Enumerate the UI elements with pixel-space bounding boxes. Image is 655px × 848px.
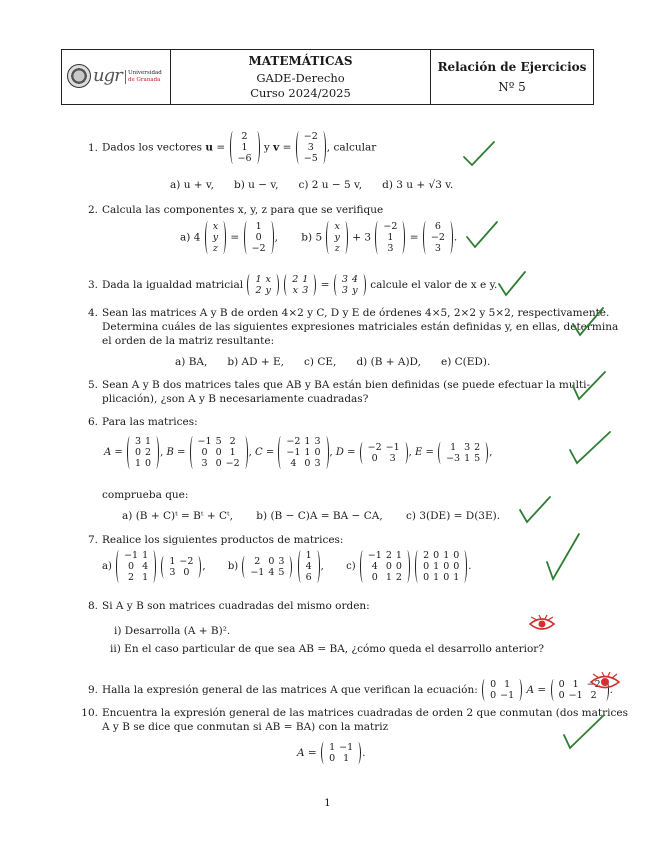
check-mark-icon [497, 270, 527, 298]
check-mark-icon [571, 306, 605, 338]
matrix-C: −2 1 3 −1 1 0 4 0 3 [278, 436, 328, 469]
matrix-9-2: 0 1 −2 0 −1 2 [551, 679, 609, 701]
exercise-8-ii: ii) En el caso particular de que sea AB = BA, ¿cómo queda el desarrollo anterior? [110, 643, 544, 655]
exercise-7-products: a) −1 1 0 4 2 1 1 −2 3 0 , b) 2 0 3 −1 4 5 1 4 6 , c) −1 2 1 4 0 0 0 1 2 2 0 1 0 0 1 0 0 0 1 0 1 . [102, 550, 472, 583]
logo-short: ugr [93, 65, 122, 86]
matrix-7c-1: −1 2 1 4 0 0 0 1 2 [360, 550, 410, 583]
doc-number: Nº 5 [498, 80, 526, 94]
logo-line2: de Granada [128, 77, 161, 83]
header-box [61, 49, 594, 105]
exercise-6-parts: a) (B + C)ᵗ = Bᵗ + Cᵗ, b) (B − C)A = BA − CA, c) 3(DE) = D(3E). [122, 510, 501, 522]
matrix-3-2: 2 1 x 3 [284, 274, 316, 296]
subject-title: MATEMÁTICAS [248, 54, 353, 68]
matrix-xyz-b: x y z [326, 221, 347, 254]
matrix-E: 1 3 2 −3 1 5 [438, 442, 488, 464]
eye-icon [527, 614, 557, 634]
matrix-3-1: 1 x 2 y [247, 274, 278, 296]
matrix-b-mid: −2 1 3 [375, 221, 405, 254]
matrix-b-rhs: 6 −2 3 [423, 221, 453, 254]
exercise-1: 1. Dados los vectores u = 2 1 −6 y v = −2 3 −5 , calcular [87, 131, 377, 164]
exercise-5: 5. Sean A y B dos matrices tales que AB y BA están bien definidas (se puede efectuar la multi- plicación), ¿son A y B necesariamente cuadradas? [87, 379, 591, 405]
matrix-7a-2: 1 −2 3 0 [161, 556, 201, 578]
check-mark-icon [562, 713, 606, 751]
check-mark-icon [465, 220, 499, 250]
exercise-6-matrices: A = 3 1 0 2 1 0 , B = −1 5 2 0 0 1 3 0 −2 , C = −2 1 3 −1 1 0 4 0 3 , D = −2 −1 0 3 , E = 1 3 2 −3 1 5 , [104, 436, 493, 469]
exercise-6-check-intro: comprueba que: [102, 489, 189, 501]
check-mark-icon [545, 532, 581, 582]
seal-icon [67, 64, 91, 88]
exercise-2: 2. Calcula las componentes x, y, z para que se verifique [87, 204, 384, 216]
exercise-3: 3. Dada la igualdad matricial 1 x 2 y 2 1 x 3 = 3 4 3 y calcule el valor de x e y. [87, 274, 498, 296]
university-logo [62, 50, 171, 104]
matrix-B: −1 5 2 0 0 1 3 0 −2 [190, 436, 248, 469]
header-course-info [171, 50, 431, 104]
exercise-8-i: i) Desarrolla (A + B)². [114, 625, 231, 637]
exercise-6: 6. Para las matrices: [87, 416, 198, 428]
exercise-7: 7. Realice los siguientes productos de matrices: [87, 534, 344, 546]
matrix-a-rhs: 1 0 −2 [244, 221, 274, 254]
exercise-9: 9. Halla la expresión general de las matrices A que verifican la ecuación: 0 1 0 −1 A = 0 1 −2 0 −1 2 . [87, 679, 613, 701]
logo-line1: Universidad [128, 70, 162, 76]
exercise-10: 10. Encuentra la expresión general de las matrices cuadradas de orden 2 que conmutan (dos matrices A y B se dice que conmutan si AB = BA) con la matriz [81, 707, 628, 733]
degree-name: GADE-Derecho [256, 71, 345, 85]
matrix-u: 2 1 −6 [230, 131, 260, 164]
check-mark-icon [571, 370, 607, 402]
check-mark-icon [518, 495, 552, 525]
matrix-xyz-a: x y z [205, 221, 226, 254]
page-number: 1 [324, 797, 331, 809]
matrix-9-1: 0 1 0 −1 [482, 679, 522, 701]
check-mark-icon [462, 140, 496, 168]
eye-icon [588, 671, 622, 693]
exercise-2-systems: a) 4 x y z = 1 0 −2 , b) 5 x y z + 3 −2 1 3 = 6 −2 3 . [180, 221, 458, 254]
exercise-1-parts: a) u + v, b) u − v, c) 2 u − 5 v, d) 3 u + √3 v. [170, 179, 454, 191]
matrix-A: 3 1 0 2 1 0 [127, 436, 159, 469]
matrix-7a-1: −1 1 0 4 2 1 [116, 550, 156, 583]
doc-title: Relación de Ejercicios [437, 60, 587, 74]
matrix-7b-1: 2 0 3 −1 4 5 [242, 556, 292, 578]
matrix-D: −2 −1 0 3 [360, 442, 408, 464]
matrix-7b-2: 1 4 6 [298, 550, 320, 583]
course-year: Curso 2024/2025 [250, 86, 351, 100]
exercise-4-parts: a) BA, b) AD + E, c) CE, d) (B + A)D, e) C(ED). [175, 356, 491, 368]
exercise-8: 8. Si A y B son matrices cuadradas del mismo orden: [87, 600, 370, 612]
exercise-10-matrix: A = 1 −1 0 1 . [297, 742, 366, 764]
matrix-7c-2: 2 0 1 0 0 1 0 0 0 1 0 1 [415, 550, 467, 583]
matrix-10-A: 1 −1 0 1 [321, 742, 361, 764]
header-doc-info [431, 50, 593, 104]
matrix-3-3: 3 4 3 y [334, 274, 366, 296]
matrix-v: −2 3 −5 [296, 131, 326, 164]
check-mark-icon [568, 430, 612, 466]
exercise-4: 4. Sean las matrices A y B de orden 4×2 y C, D y E de órdenes 4×5, 2×2 y 5×2, respectivamente. Determina cuáles de las siguientes expresiones matriciales están definidas y, en ellas, determina el orden de la matriz resultante: [87, 307, 619, 347]
